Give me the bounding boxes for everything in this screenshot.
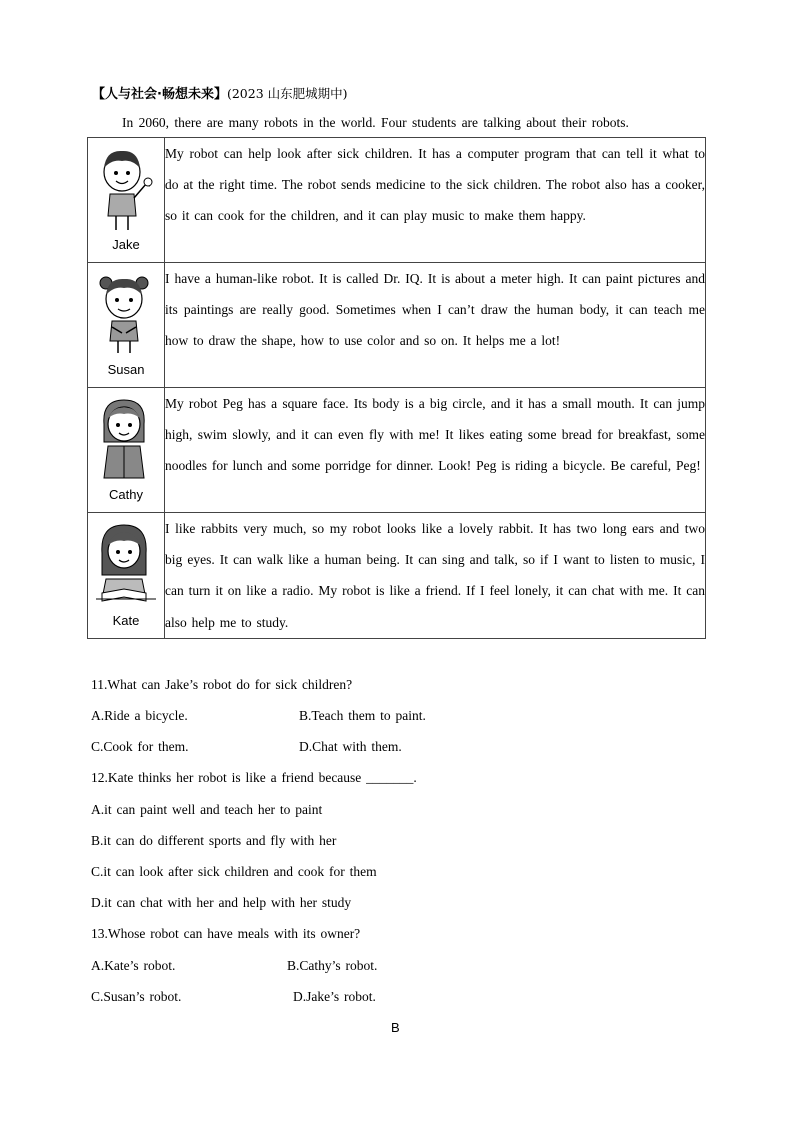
portrait-cell	[88, 138, 165, 263]
question-12-option-c: C.it can look after sick children and cook for them	[91, 864, 377, 879]
question-12-option-b: B.it can do different sports and fly with her	[91, 833, 337, 848]
jake-portrait-icon	[96, 144, 156, 239]
portrait-cell	[88, 263, 165, 388]
question-11-option-d: D.Chat with them.	[299, 739, 402, 754]
cathy-portrait-icon	[96, 394, 156, 489]
question-13-option-d: D.Jake’s robot.	[293, 989, 376, 1004]
question-11-option-c: C.Cook for them.	[91, 739, 189, 754]
question-13-option-a: A.Kate’s robot.	[91, 958, 176, 973]
students-table	[87, 137, 706, 639]
question-11-option-a: A.Ride a bicycle.	[91, 708, 188, 723]
student-name: Kate	[112, 612, 140, 628]
student-name: Jake	[112, 237, 140, 252]
portrait-cell	[88, 388, 165, 513]
intro-sentence: In 2060, there are many robots in the world. Four students are talking about their robots.	[122, 115, 629, 130]
question-12-stem: 12.Kate thinks her robot is like a friend because _______.	[91, 770, 417, 785]
question-12-option-d: D.it can chat with her and help with her study	[91, 895, 352, 910]
table-row	[88, 138, 706, 263]
question-13-option-b: B.Cathy’s robot.	[287, 958, 378, 973]
student-text: I have a human-like robot. It is called Dr. IQ. It is about a meter high. It can paint pictures and its paintings are really good. Sometimes when I can’t draw the human body, it can teach me how to draw the shape, how to use color and so on. It helps me a lot!	[165, 263, 706, 388]
student-text: My robot can help look after sick children. It has a computer program that can tell it what to do at the right time. The robot sends medicine to the sick children. The robot also has a cooker, so it can cook for the children, and it can play music to make them happy.	[165, 138, 706, 263]
portrait-cell	[88, 513, 165, 639]
question-13-stem: 13.Whose robot can have meals with its owner?	[91, 926, 361, 941]
answer-letter: B	[391, 1020, 400, 1035]
section-title: 【人与社会·畅想未来】	[92, 87, 227, 102]
question-12-option-a: A.it can paint well and teach her to paint	[91, 802, 323, 817]
student-text: I like rabbits very much, so my robot looks like a lovely rabbit. It has two long ears and two big eyes. It can walk like a human being. It can sing and talk, so if I want to listen to music, I can turn it on like a radio. My robot is like a friend. If I feel lonely, it can chat with me. It can also help me to study.	[165, 513, 706, 639]
student-text: My robot Peg has a square face. Its body is a big circle, and it has a small mouth. It can jump high, swim slowly, and it can even fly with me! It likes eating some bread for breakfast, some noodles for lunch and some porridge for dinner. Look! Peg is riding a bicycle. Be careful, Peg!	[165, 388, 706, 513]
susan-portrait-icon	[96, 269, 156, 364]
question-11-option-b: B.Teach them to paint.	[299, 708, 426, 723]
section-header	[92, 83, 348, 103]
table-row	[88, 263, 706, 388]
student-name: Susan	[107, 362, 145, 377]
question-11-stem: 11.What can Jake’s robot do for sick children?	[91, 677, 353, 692]
question-13-option-c: C.Susan’s robot.	[91, 989, 182, 1004]
source-note: (2023 山东肥城期中)	[226, 86, 348, 101]
student-name: Cathy	[109, 487, 143, 502]
table-row	[88, 388, 706, 513]
kate-portrait-icon	[96, 519, 156, 614]
table-row	[88, 513, 706, 639]
